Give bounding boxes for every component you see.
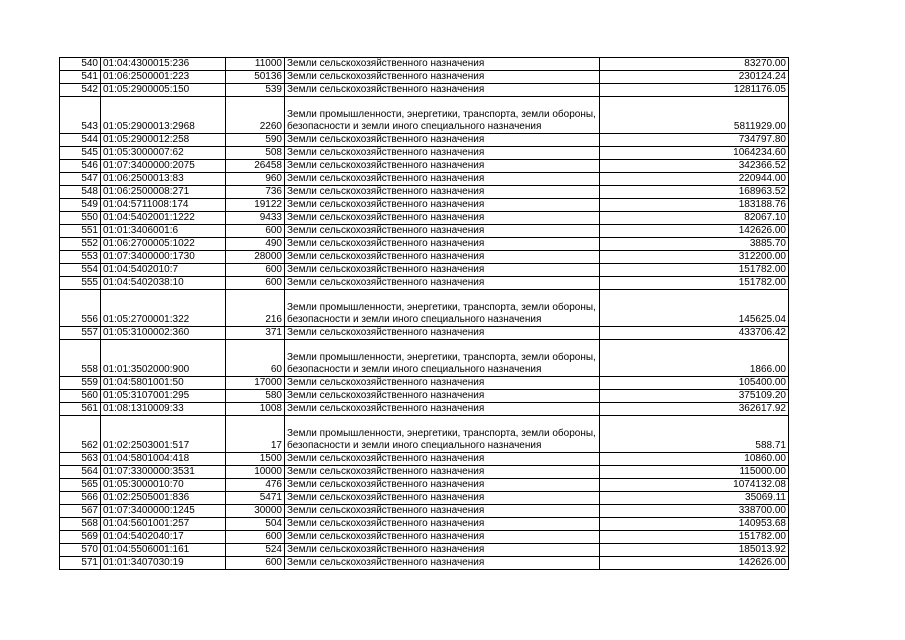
cadastral-number-cell: 01:05:2900013:2968 (101, 97, 226, 134)
area-cell: 476 (226, 479, 285, 492)
cadastral-value-cell: 105400.00 (600, 377, 789, 390)
cadastral-value-cell: 362617.92 (600, 403, 789, 416)
land-category-cell: Земли сельскохозяйственного назначения (285, 277, 600, 290)
cadastral-number-cell: 01:04:5402010:7 (101, 264, 226, 277)
cadastral-value-cell: 183188.76 (600, 199, 789, 212)
row-number-cell: 542 (60, 84, 101, 97)
table-row (60, 327, 789, 340)
land-category-cell: Земли сельскохозяйственного назначения (285, 492, 600, 505)
area-cell: 60 (226, 340, 285, 377)
row-number-cell: 559 (60, 377, 101, 390)
table-row (60, 147, 789, 160)
area-cell: 600 (226, 264, 285, 277)
cadastral-value-cell: 588.71 (600, 416, 789, 453)
land-category-cell: Земли сельскохозяйственного назначения (285, 160, 600, 173)
cadastral-value-cell: 151782.00 (600, 531, 789, 544)
area-cell: 2260 (226, 97, 285, 134)
cadastral-value-cell: 5811929.00 (600, 97, 789, 134)
row-number-cell: 544 (60, 134, 101, 147)
table-row (60, 199, 789, 212)
row-number-cell: 557 (60, 327, 101, 340)
row-number-cell: 552 (60, 238, 101, 251)
table-row (60, 479, 789, 492)
table-row (60, 160, 789, 173)
area-cell: 736 (226, 186, 285, 199)
table-row (60, 186, 789, 199)
cadastral-number-cell: 01:01:3502000:900 (101, 340, 226, 377)
table-body (60, 58, 789, 570)
row-number-cell: 540 (60, 58, 101, 71)
land-category-cell: Земли промышленности, энергетики, транспорта, земли обороны, безопасности и земли иного специального назначения (285, 416, 600, 453)
table-row (60, 58, 789, 71)
table-row (60, 225, 789, 238)
cadastral-value-cell: 375109.20 (600, 390, 789, 403)
cadastral-value-cell: 35069.11 (600, 492, 789, 505)
cadastral-value-cell: 82067.10 (600, 212, 789, 225)
cadastral-number-cell: 01:06:2500013:83 (101, 173, 226, 186)
cadastral-number-cell: 01:02:2505001:836 (101, 492, 226, 505)
row-number-cell: 561 (60, 403, 101, 416)
cadastral-number-cell: 01:07:3400000:1730 (101, 251, 226, 264)
row-number-cell: 570 (60, 544, 101, 557)
land-category-cell: Земли сельскохозяйственного назначения (285, 544, 600, 557)
area-cell: 17 (226, 416, 285, 453)
cadastral-number-cell: 01:02:2503001:517 (101, 416, 226, 453)
area-cell: 600 (226, 557, 285, 570)
land-category-cell: Земли сельскохозяйственного назначения (285, 147, 600, 160)
row-number-cell: 549 (60, 199, 101, 212)
table-row (60, 264, 789, 277)
table-row (60, 84, 789, 97)
land-category-cell: Земли сельскохозяйственного назначения (285, 199, 600, 212)
land-category-cell: Земли сельскохозяйственного назначения (285, 377, 600, 390)
table-row (60, 390, 789, 403)
land-category-cell: Земли сельскохозяйственного назначения (285, 251, 600, 264)
cadastral-number-cell: 01:04:5402040:17 (101, 531, 226, 544)
row-number-cell: 564 (60, 466, 101, 479)
cadastral-number-cell: 01:01:3407030:19 (101, 557, 226, 570)
table-row (60, 238, 789, 251)
area-cell: 504 (226, 518, 285, 531)
area-cell: 600 (226, 225, 285, 238)
area-cell: 11000 (226, 58, 285, 71)
area-cell: 1008 (226, 403, 285, 416)
row-number-cell: 569 (60, 531, 101, 544)
land-category-cell: Земли сельскохозяйственного назначения (285, 557, 600, 570)
cadastral-value-cell: 734797.80 (600, 134, 789, 147)
table-row (60, 134, 789, 147)
row-number-cell: 562 (60, 416, 101, 453)
row-number-cell: 571 (60, 557, 101, 570)
area-cell: 524 (226, 544, 285, 557)
cadastral-value-cell: 3885.70 (600, 238, 789, 251)
area-cell: 590 (226, 134, 285, 147)
cadastral-number-cell: 01:04:4300015:236 (101, 58, 226, 71)
cadastral-number-cell: 01:04:5402038:10 (101, 277, 226, 290)
area-cell: 580 (226, 390, 285, 403)
cadastral-value-cell: 185013.92 (600, 544, 789, 557)
table-row (60, 71, 789, 84)
cadastral-number-cell: 01:05:2700001:322 (101, 290, 226, 327)
area-cell: 26458 (226, 160, 285, 173)
row-number-cell: 550 (60, 212, 101, 225)
cadastral-value-cell: 168963.52 (600, 186, 789, 199)
cadastral-number-cell: 01:04:5506001:161 (101, 544, 226, 557)
land-category-cell: Земли сельскохозяйственного назначения (285, 264, 600, 277)
cadastral-value-cell: 1074132.08 (600, 479, 789, 492)
area-cell: 508 (226, 147, 285, 160)
cadastral-number-cell: 01:07:3400000:1245 (101, 505, 226, 518)
land-category-cell: Земли промышленности, энергетики, транспорта, земли обороны, безопасности и земли иного специального назначения (285, 340, 600, 377)
cadastral-number-cell: 01:01:3406001:6 (101, 225, 226, 238)
row-number-cell: 547 (60, 173, 101, 186)
land-category-cell: Земли сельскохозяйственного назначения (285, 453, 600, 466)
land-category-cell: Земли сельскохозяйственного назначения (285, 518, 600, 531)
cadastral-number-cell: 01:08:1310009:33 (101, 403, 226, 416)
land-category-cell: Земли сельскохозяйственного назначения (285, 238, 600, 251)
area-cell: 1500 (226, 453, 285, 466)
table-row (60, 377, 789, 390)
table-row (60, 544, 789, 557)
land-category-cell: Земли сельскохозяйственного назначения (285, 479, 600, 492)
cadastral-number-cell: 01:07:3400000:2075 (101, 160, 226, 173)
land-category-cell: Земли сельскохозяйственного назначения (285, 225, 600, 238)
row-number-cell: 545 (60, 147, 101, 160)
area-cell: 600 (226, 531, 285, 544)
cadastral-number-cell: 01:05:3100002:360 (101, 327, 226, 340)
land-category-cell: Земли сельскохозяйственного назначения (285, 466, 600, 479)
cadastral-value-cell: 151782.00 (600, 264, 789, 277)
table-row (60, 277, 789, 290)
area-cell: 960 (226, 173, 285, 186)
area-cell: 216 (226, 290, 285, 327)
cadastral-number-cell: 01:05:2900005:150 (101, 84, 226, 97)
cadastral-value-cell: 10860.00 (600, 453, 789, 466)
table-row (60, 403, 789, 416)
row-number-cell: 541 (60, 71, 101, 84)
land-category-cell: Земли сельскохозяйственного назначения (285, 186, 600, 199)
area-cell: 28000 (226, 251, 285, 264)
table-row (60, 416, 789, 453)
cadastral-value-cell: 220944.00 (600, 173, 789, 186)
land-category-cell: Земли сельскохозяйственного назначения (285, 173, 600, 186)
table-row (60, 290, 789, 327)
land-category-cell: Земли сельскохозяйственного назначения (285, 390, 600, 403)
row-number-cell: 546 (60, 160, 101, 173)
area-cell: 371 (226, 327, 285, 340)
table-row (60, 212, 789, 225)
cadastral-value-cell: 1281176.05 (600, 84, 789, 97)
cadastral-value-cell: 140953.68 (600, 518, 789, 531)
area-cell: 490 (226, 238, 285, 251)
cadastral-value-cell: 342366.52 (600, 160, 789, 173)
row-number-cell: 560 (60, 390, 101, 403)
row-number-cell: 548 (60, 186, 101, 199)
cadastral-value-cell: 433706.42 (600, 327, 789, 340)
area-cell: 10000 (226, 466, 285, 479)
land-category-cell: Земли промышленности, энергетики, транспорта, земли обороны, безопасности и земли иного специального назначения (285, 290, 600, 327)
row-number-cell: 553 (60, 251, 101, 264)
table-row (60, 518, 789, 531)
cadastral-number-cell: 01:04:5801001:50 (101, 377, 226, 390)
table-row (60, 453, 789, 466)
area-cell: 30000 (226, 505, 285, 518)
row-number-cell: 563 (60, 453, 101, 466)
area-cell: 50136 (226, 71, 285, 84)
cadastral-number-cell: 01:07:3300000:3531 (101, 466, 226, 479)
cadastral-number-cell: 01:05:3107001:295 (101, 390, 226, 403)
land-category-cell: Земли сельскохозяйственного назначения (285, 403, 600, 416)
cadastral-value-cell: 312200.00 (600, 251, 789, 264)
land-category-cell: Земли сельскохозяйственного назначения (285, 71, 600, 84)
land-category-cell: Земли сельскохозяйственного назначения (285, 531, 600, 544)
table-row (60, 557, 789, 570)
cadastral-value-cell: 230124.24 (600, 71, 789, 84)
cadastral-value-cell: 1866.00 (600, 340, 789, 377)
table-row (60, 251, 789, 264)
land-category-cell: Земли сельскохозяйственного назначения (285, 134, 600, 147)
row-number-cell: 568 (60, 518, 101, 531)
row-number-cell: 558 (60, 340, 101, 377)
area-cell: 19122 (226, 199, 285, 212)
table-row (60, 173, 789, 186)
cadastral-number-cell: 01:04:5711008:174 (101, 199, 226, 212)
land-category-cell: Земли промышленности, энергетики, транспорта, земли обороны, безопасности и земли иного специального назначения (285, 97, 600, 134)
row-number-cell: 551 (60, 225, 101, 238)
row-number-cell: 556 (60, 290, 101, 327)
cadastral-number-cell: 01:05:2900012:258 (101, 134, 226, 147)
table-row (60, 492, 789, 505)
cadastral-number-cell: 01:04:5402001:1222 (101, 212, 226, 225)
land-category-cell: Земли сельскохозяйственного назначения (285, 505, 600, 518)
area-cell: 5471 (226, 492, 285, 505)
land-category-cell: Земли сельскохозяйственного назначения (285, 84, 600, 97)
cadastral-value-cell: 115000.00 (600, 466, 789, 479)
land-category-cell: Земли сельскохозяйственного назначения (285, 212, 600, 225)
area-cell: 600 (226, 277, 285, 290)
table-row (60, 505, 789, 518)
row-number-cell: 555 (60, 277, 101, 290)
row-number-cell: 543 (60, 97, 101, 134)
cadastral-number-cell: 01:05:3000007:62 (101, 147, 226, 160)
land-category-cell: Земли сельскохозяйственного назначения (285, 327, 600, 340)
row-number-cell: 566 (60, 492, 101, 505)
cadastral-value-cell: 1064234.60 (600, 147, 789, 160)
row-number-cell: 567 (60, 505, 101, 518)
area-cell: 17000 (226, 377, 285, 390)
cadastral-number-cell: 01:04:5601001:257 (101, 518, 226, 531)
table-row (60, 531, 789, 544)
table-row (60, 466, 789, 479)
cadastral-number-cell: 01:05:3000010:70 (101, 479, 226, 492)
cadastral-value-cell: 142626.00 (600, 225, 789, 238)
row-number-cell: 565 (60, 479, 101, 492)
cadastral-number-cell: 01:06:2500008:271 (101, 186, 226, 199)
cadastral-value-cell: 145625.04 (600, 290, 789, 327)
table-row (60, 97, 789, 134)
cadastral-number-cell: 01:06:2500001:223 (101, 71, 226, 84)
cadastral-number-cell: 01:06:2700005:1022 (101, 238, 226, 251)
land-category-cell: Земли сельскохозяйственного назначения (285, 58, 600, 71)
area-cell: 539 (226, 84, 285, 97)
cadastral-number-cell: 01:04:5801004:418 (101, 453, 226, 466)
area-cell: 9433 (226, 212, 285, 225)
cadastral-value-cell: 83270.00 (600, 58, 789, 71)
land-parcels-table (59, 57, 789, 570)
table-row (60, 340, 789, 377)
cadastral-value-cell: 151782.00 (600, 277, 789, 290)
cadastral-value-cell: 142626.00 (600, 557, 789, 570)
cadastral-value-cell: 338700.00 (600, 505, 789, 518)
row-number-cell: 554 (60, 264, 101, 277)
